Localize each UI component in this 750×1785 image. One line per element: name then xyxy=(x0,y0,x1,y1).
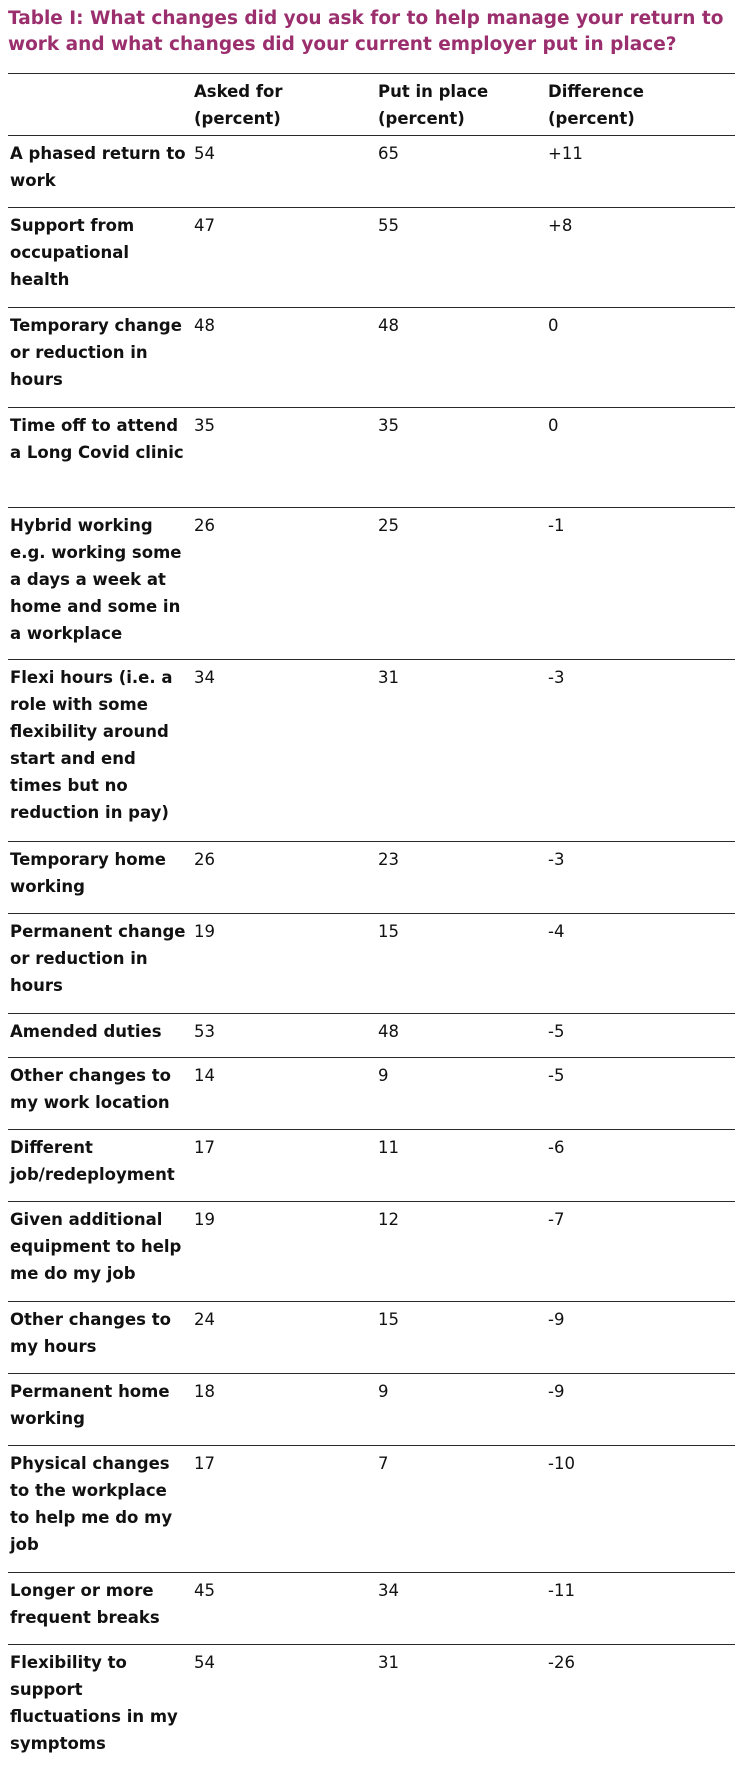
row-label: Temporary change or reduction in hours xyxy=(10,316,182,389)
row-difference: -5 xyxy=(548,1066,565,1085)
row-put-in-place: 25 xyxy=(378,516,399,535)
row-difference: -1 xyxy=(548,516,565,535)
row-label: Support from occupational health xyxy=(10,216,135,289)
header-label xyxy=(8,74,188,135)
row-asked-for: 26 xyxy=(194,516,215,535)
row-put-in-place: 48 xyxy=(378,1022,399,1041)
row-label: Hybrid working e.g. working some a days a week at home and some in a workplace xyxy=(10,516,182,643)
row-difference: 0 xyxy=(548,416,559,435)
row-label: Permanent change or reduction in hours xyxy=(10,922,186,995)
header-asked-for: Asked for (percent) xyxy=(194,82,283,128)
row-asked-for: 48 xyxy=(194,316,215,335)
row-asked-for: 26 xyxy=(194,850,215,869)
table-row xyxy=(8,1573,735,1645)
row-difference: -3 xyxy=(548,668,565,687)
table-row xyxy=(8,1446,735,1573)
table-row xyxy=(8,660,735,842)
row-asked-for: 14 xyxy=(194,1066,215,1085)
row-asked-for: 17 xyxy=(194,1454,215,1473)
row-asked-for: 47 xyxy=(194,216,215,235)
row-label: Other changes to my work location xyxy=(10,1066,171,1112)
header-difference: Difference (percent) xyxy=(548,82,644,128)
row-put-in-place: 11 xyxy=(378,1138,399,1157)
row-label: Physical changes to the workplace to help me do my job xyxy=(10,1454,173,1554)
row-difference: -10 xyxy=(548,1454,575,1473)
table-row xyxy=(8,1645,735,1785)
row-put-in-place: 15 xyxy=(378,1310,399,1329)
row-asked-for: 53 xyxy=(194,1022,215,1041)
table-row xyxy=(8,842,735,914)
table-row xyxy=(8,136,735,208)
table-row xyxy=(8,408,735,508)
row-difference: +8 xyxy=(548,216,573,235)
table-row xyxy=(8,1014,735,1058)
row-put-in-place: 65 xyxy=(378,144,399,163)
row-label: Flexi hours (i.e. a role with some flexibility around start and end times but no reduction in pay) xyxy=(10,668,173,822)
row-difference: -3 xyxy=(548,850,565,869)
table-row xyxy=(8,1302,735,1374)
table-row xyxy=(8,1374,735,1446)
row-difference: -9 xyxy=(548,1310,565,1329)
row-asked-for: 19 xyxy=(194,1210,215,1229)
row-label: Different job/redeployment xyxy=(10,1138,175,1184)
header-put-in-place: Put in place (percent) xyxy=(378,82,489,128)
table-row xyxy=(8,208,735,308)
row-put-in-place: 7 xyxy=(378,1454,389,1473)
row-put-in-place: 23 xyxy=(378,850,399,869)
table-row xyxy=(8,508,735,660)
row-difference: -9 xyxy=(548,1382,565,1401)
table-row xyxy=(8,308,735,408)
table-row xyxy=(8,1058,735,1130)
row-asked-for: 17 xyxy=(194,1138,215,1157)
row-put-in-place: 35 xyxy=(378,416,399,435)
row-asked-for: 34 xyxy=(194,668,215,687)
row-put-in-place: 55 xyxy=(378,216,399,235)
row-difference: +11 xyxy=(548,144,583,163)
row-label: Amended duties xyxy=(10,1022,162,1041)
row-put-in-place: 9 xyxy=(378,1382,389,1401)
row-label: Flexibility to support fluctuations in my symptoms xyxy=(10,1653,178,1753)
row-label: A phased return to work xyxy=(10,144,186,190)
row-asked-for: 54 xyxy=(194,1653,215,1672)
row-label: Other changes to my hours xyxy=(10,1310,171,1356)
row-asked-for: 24 xyxy=(194,1310,215,1329)
row-put-in-place: 15 xyxy=(378,922,399,941)
row-asked-for: 18 xyxy=(194,1382,215,1401)
row-difference: -4 xyxy=(548,922,565,941)
row-put-in-place: 12 xyxy=(378,1210,399,1229)
row-difference: -7 xyxy=(548,1210,565,1229)
row-difference: 0 xyxy=(548,316,559,335)
row-put-in-place: 31 xyxy=(378,1653,399,1672)
row-asked-for: 19 xyxy=(194,922,215,941)
data-table xyxy=(8,73,735,1785)
row-label: Temporary home working xyxy=(10,850,166,896)
row-asked-for: 35 xyxy=(194,416,215,435)
table-row xyxy=(8,1130,735,1202)
row-difference: -5 xyxy=(548,1022,565,1041)
row-difference: -26 xyxy=(548,1653,575,1672)
table-title: Table I: What changes did you ask for to help manage your return to work and what changes did your current employer put in place? xyxy=(8,8,724,55)
row-put-in-place: 48 xyxy=(378,316,399,335)
table-row xyxy=(8,914,735,1014)
row-asked-for: 45 xyxy=(194,1581,215,1600)
row-label: Given additional equipment to help me do my job xyxy=(10,1210,182,1283)
row-put-in-place: 9 xyxy=(378,1066,389,1085)
row-put-in-place: 31 xyxy=(378,668,399,687)
row-difference: -11 xyxy=(548,1581,575,1600)
row-put-in-place: 34 xyxy=(378,1581,399,1600)
table-header-row xyxy=(8,74,735,136)
row-asked-for: 54 xyxy=(194,144,215,163)
row-label: Time off to attend a Long Covid clinic xyxy=(10,416,184,462)
row-label: Longer or more frequent breaks xyxy=(10,1581,160,1627)
table-row xyxy=(8,1202,735,1302)
row-label: Permanent home working xyxy=(10,1382,170,1428)
row-difference: -6 xyxy=(548,1138,565,1157)
